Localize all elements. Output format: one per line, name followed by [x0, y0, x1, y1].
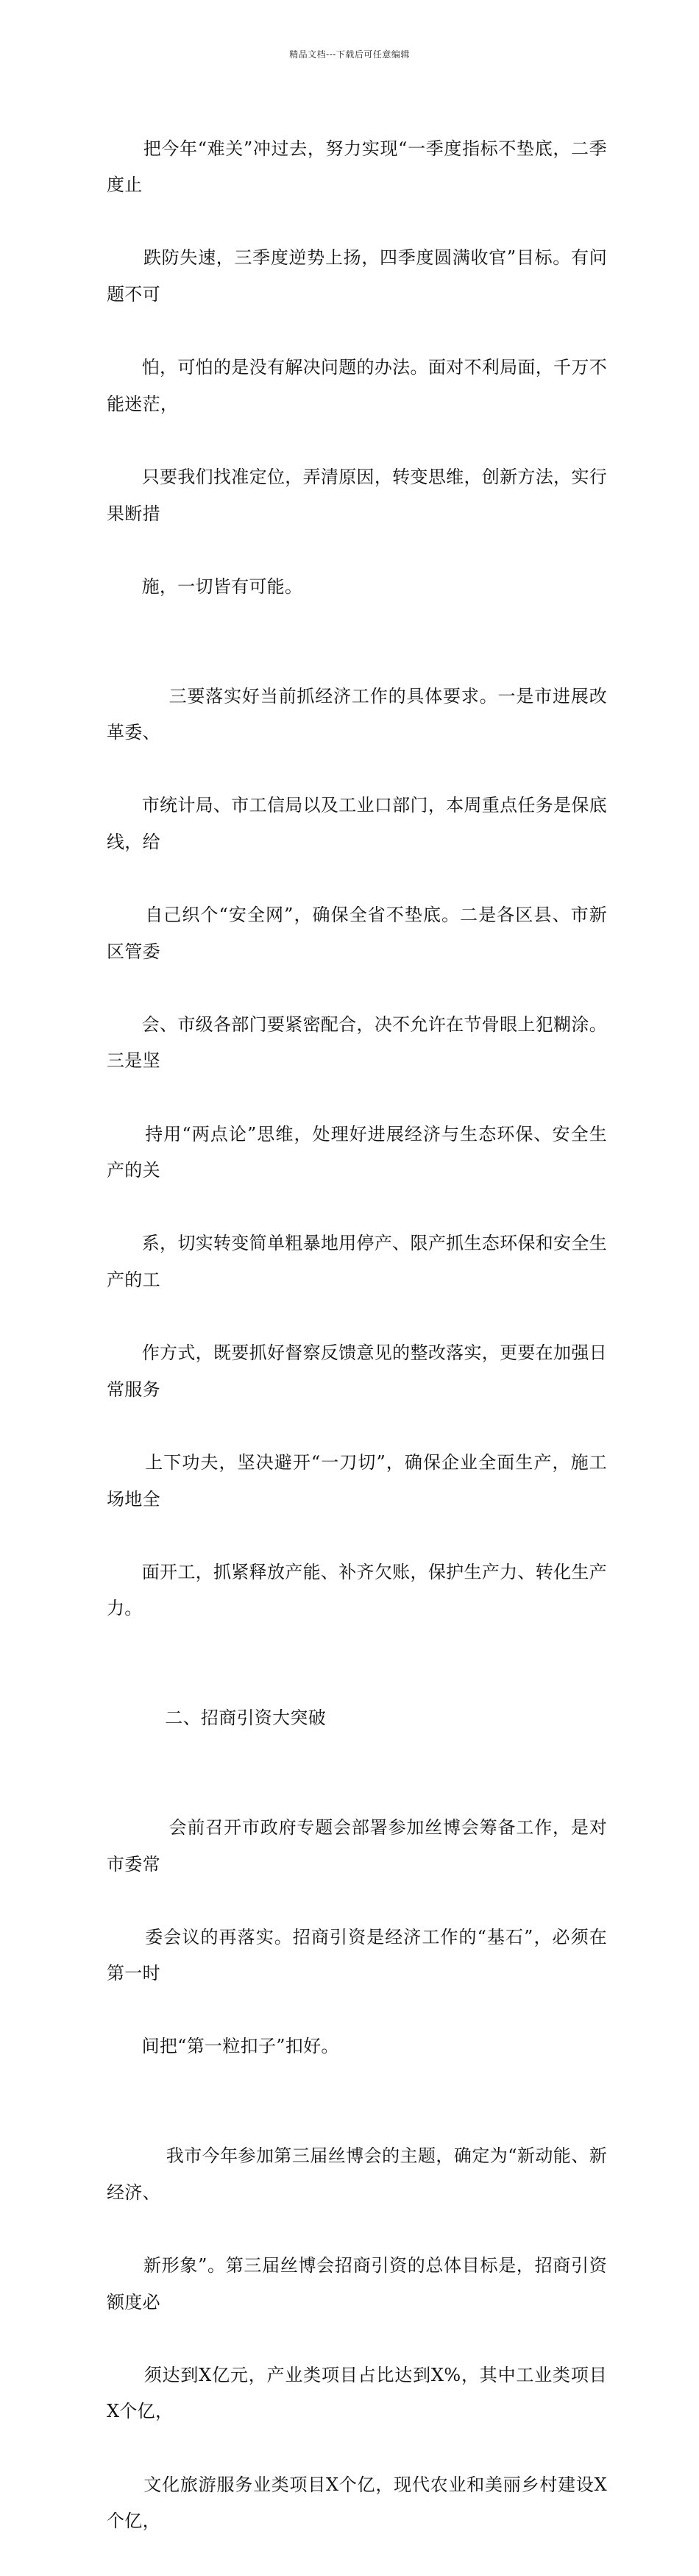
text-line: 作方式，既要抓好督察反馈意见的整改落实，更要在加强日常服务 — [107, 1342, 607, 1400]
text-line: 把今年“难关”冲过去，努力实现“一季度指标不垫底，二季度止 — [107, 138, 607, 196]
text-line: 新形象”。第三届丝博会招商引资的总体目标是，招商引资额度必 — [107, 2255, 607, 2313]
text-line: 会、市级各部门要紧密配合，决不允许在节骨眼上犯糊涂。三是坚 — [107, 1013, 607, 1072]
text-line: 怕，可怕的是没有解决问题的办法。面对不利局面，千万不能迷茫， — [107, 357, 607, 414]
text-line: 面开工，抓紧释放产能、补齐欠账，保护生产力、转化生产力。 — [107, 1561, 607, 1619]
document-body — [107, 94, 607, 2576]
section-heading — [107, 1664, 607, 1774]
text-line: 会前召开市政府专题会部署参加丝博会筹备工作，是对市委常 — [107, 1816, 607, 1875]
text-line: 我市今年参加第三届丝博会的主题，确定为“新动能、新经济、 — [107, 2145, 608, 2203]
text-line: 自己织个“安全网”，确保全省不垫底。二是各区县、市新区管委 — [107, 905, 607, 962]
text-line: 委会议的再落实。招商引资是经济工作的“基石”，必须在第一时 — [107, 1926, 607, 1984]
paragraph-3 — [107, 1773, 607, 2101]
text-line: 须达到X亿元，产业类项目占比达到X%，其中工业类项目X个亿， — [107, 2364, 607, 2422]
text-line: 二、招商引资大突破 — [141, 1708, 326, 1729]
text-line: 市统计局、市工信局以及工业口部门，本周重点任务是保底线，给 — [107, 795, 607, 852]
text-line: 施，一切皆有可能。 — [141, 576, 303, 597]
paragraph-1 — [107, 94, 607, 642]
paragraph-4 — [107, 2102, 607, 2576]
text-line: 三要落实好当前抓经济工作的具体要求。一是市进展改革委、 — [107, 685, 607, 743]
text-line: 跌防失速，三季度逆势上扬，四季度圆满收官”目标。有问题不可 — [107, 247, 607, 305]
page-header: 精品文档---下载后可任意编辑 — [289, 49, 410, 60]
text-line: 持用“两点论”思维，处理好进展经济与生态环保、安全生产的关 — [107, 1123, 607, 1181]
text-line: 上下功夫，坚决避开“一刀切”，确保企业全面生产，施工场地全 — [107, 1451, 607, 1510]
text-line: 系，切实转变简单粗暴地用停产、限产抓生态环保和安全生产的工 — [107, 1233, 607, 1290]
text-line: 间把“第一粒扣子”扣好。 — [141, 2036, 339, 2057]
text-line: 只要我们找准定位，弄清原因，转变思维，创新方法，实行果断措 — [107, 466, 607, 524]
text-line: 文化旅游服务业类项目X个亿，现代农业和美丽乡村建设X个亿， — [107, 2474, 607, 2532]
paragraph-2 — [107, 642, 607, 1664]
